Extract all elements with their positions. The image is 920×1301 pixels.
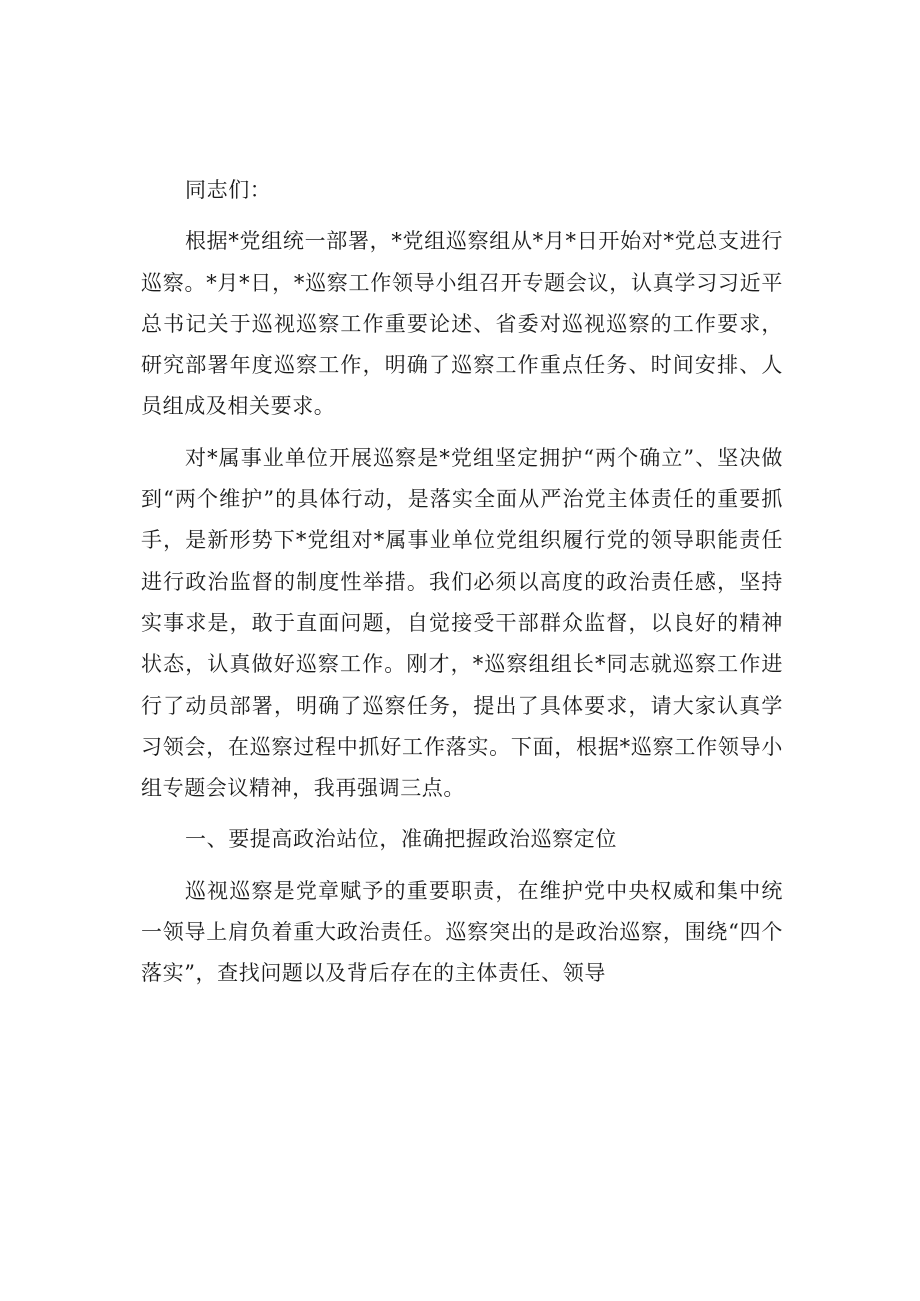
paragraph-section-one: 巡视巡察是党章赋予的重要职责，在维护党中央权威和集中统一领导上肩负着重大政治责任。巡察突出的是政治巡察，围绕“四个落实”，查找问题以及背后存在的主体责任、领导 xyxy=(141,878,783,986)
paragraph-significance: 对*属事业单位开展巡察是*党组坚定拥护“两个确立”、坚决做到“两个维护”的具体行动，是落实全面从严治党主体责任的重要抓手，是新形势下*党组对*属事业单位党组织履行党的领导职能责任进行政治监督的制度性举措。我们必须以高度的政治责任感，坚持实事求是，敢于直面问题，自觉接受干部群众监督，以良好的精神状态，认真做好巡察工作。刚才，*巡察组组长*同志就巡察工作进行了动员部署，明确了巡察任务，提出了具体要求，请大家认真学习领会，在巡察过程中抓好工作落实。下面，根据*巡察工作领导小组专题会议精神，我再强调三点。 xyxy=(141,445,783,801)
paragraph-deployment: 根据*党组统一部署，*党组巡察组从*月*日开始对*党总支进行巡察。*月*日，*巡察工作领导小组召开专题会议，认真学习习近平总书记关于巡视巡察工作重要论述、省委对巡视巡察的工作要求，研究部署年度巡察工作，明确了巡察工作重点任务、时间安排、人员组成及相关要求。 xyxy=(141,229,783,419)
section-heading: 一、要提高政治站位，准确把握政治巡察定位 xyxy=(185,827,617,852)
salutation: 同志们： xyxy=(185,178,272,202)
document-body xyxy=(141,170,783,1005)
